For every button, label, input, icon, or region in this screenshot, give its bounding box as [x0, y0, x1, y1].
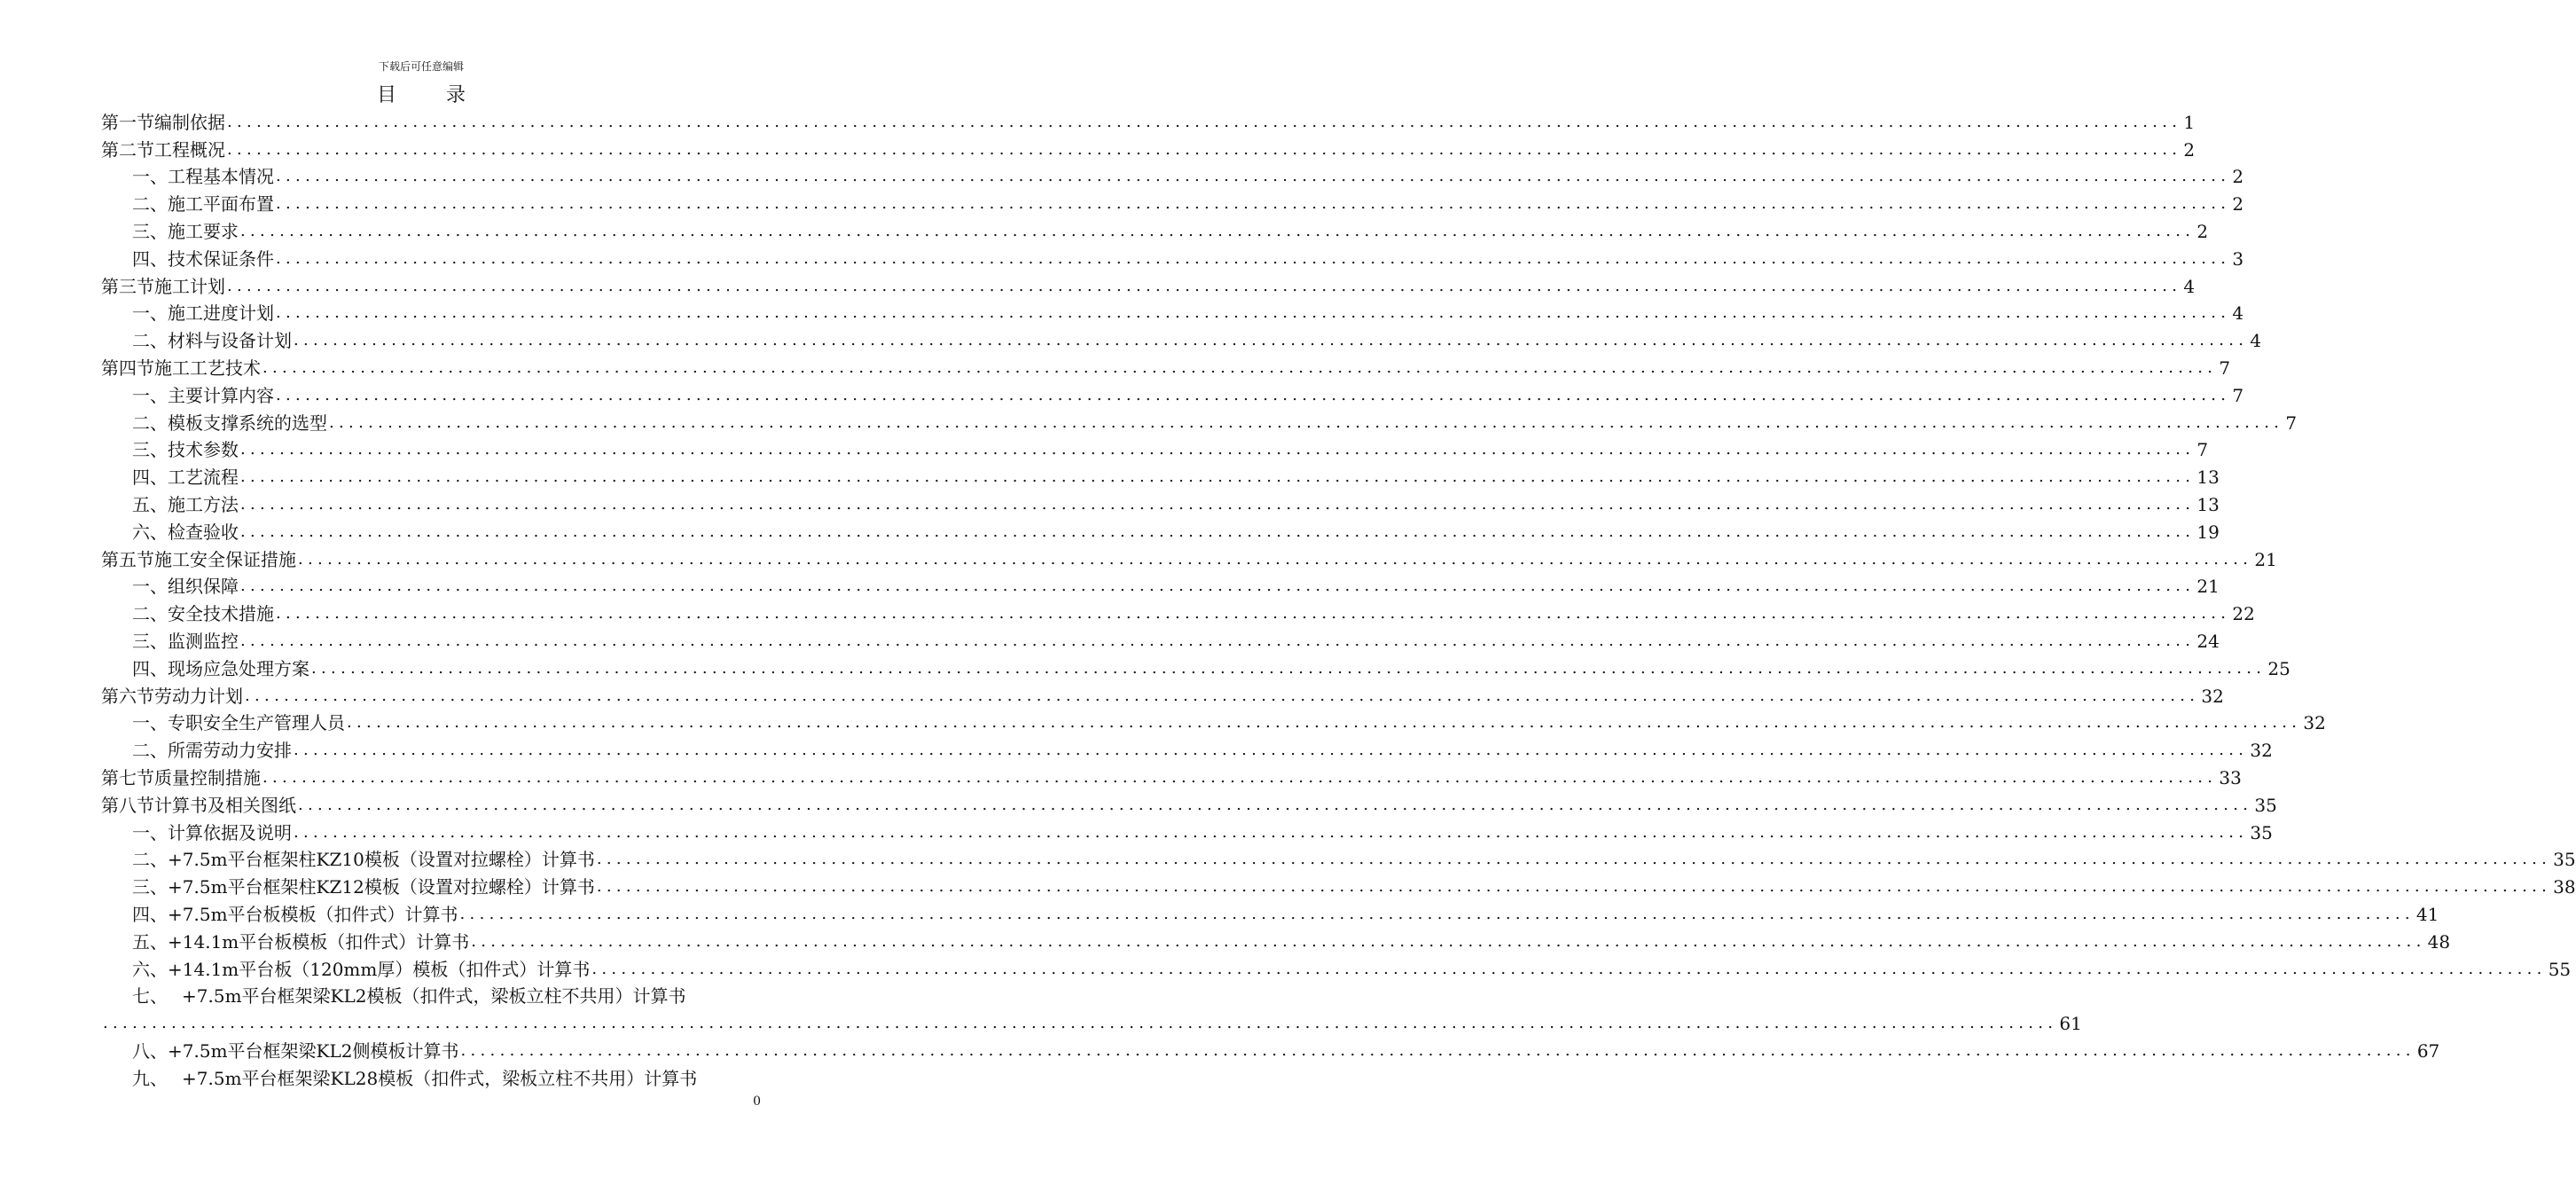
toc-entry-number: 第五节	[101, 548, 154, 570]
toc-entry-number: 九、	[132, 1067, 168, 1089]
page-number: 0	[753, 1094, 761, 1109]
toc-entry[interactable]	[101, 489, 2220, 516]
toc-entry-title: 所需劳动力安排	[168, 740, 292, 762]
toc-entry[interactable]	[101, 407, 2298, 435]
toc-title-right: 录	[446, 84, 466, 106]
toc-entry-title: 施工工艺技术	[154, 357, 261, 379]
toc-entry-number: 二、	[132, 740, 168, 762]
toc-entry-title: +14.1m平台板模板（扣件式）计算书	[168, 930, 470, 953]
toc-leader-dots: ........................................................................................................................................................................................................	[276, 248, 2231, 268]
toc-leader-dots: ........................................................................................................................................................................................................	[311, 658, 2267, 678]
toc-leader-dots: ........................................................................................................................................................................................................	[596, 877, 2552, 897]
toc-entry-page: 2	[2232, 166, 2244, 188]
toc-entry-page: 32	[2201, 685, 2224, 707]
toc-entry-number: 三、	[132, 630, 168, 652]
toc-entry[interactable]	[101, 981, 762, 1008]
toc-entry-title: +7.5m平台框架梁KL28模板（扣件式，梁板立柱不共用）计算书	[182, 1067, 698, 1089]
toc-leader-dots: ........................................................................................................................................................................................................	[596, 850, 2552, 869]
toc-entry-number: 第四节	[101, 357, 154, 379]
toc-entry-page: 2	[2232, 193, 2244, 216]
toc-entry-title: +7.5m平台框架梁KL2模板（扣件式，梁板立柱不共用）计算书	[182, 985, 686, 1008]
toc-entry-page: 22	[2232, 603, 2255, 625]
toc-leader-dots: ........................................................................................................................................................................................................	[276, 604, 2231, 623]
toc-entry-title: +7.5m平台板模板（扣件式）计算书	[168, 903, 458, 925]
toc-entry-title: +7.5m平台框架柱KZ10模板（设置对拉螺栓）计算书	[168, 849, 595, 871]
toc-entry[interactable]	[101, 134, 2196, 161]
toc-leader-dots: ........................................................................................................................................................................................................	[245, 686, 2200, 705]
toc-leader-dots: ........................................................................................................................................................................................................	[460, 1040, 2415, 1060]
toc-entry-number: 三、	[132, 220, 168, 242]
toc-entry-title: 计算依据及说明	[168, 821, 292, 843]
page-header: 下载后可任意编辑	[378, 60, 464, 73]
toc-entry[interactable]	[101, 380, 2244, 407]
toc-entry-number: 三、	[132, 876, 168, 898]
toc-entry-page: 35	[2553, 849, 2576, 871]
toc-leader-dots: ........................................................................................................................................................................................................	[347, 713, 2302, 733]
toc-entry[interactable]	[101, 734, 2273, 762]
toc-entry-page: 24	[2196, 630, 2220, 652]
toc-entry-title: 技术保证条件	[168, 247, 274, 270]
toc-entry[interactable]	[101, 516, 2220, 544]
toc-entry-page: 21	[2254, 548, 2277, 570]
toc-entry-number: 一、	[132, 821, 168, 843]
toc-entry[interactable]	[101, 461, 2220, 489]
toc-entry[interactable]	[101, 1035, 2440, 1063]
toc-entry-title: 施工进度计划	[168, 302, 274, 325]
toc-entry-page: 25	[2267, 657, 2290, 679]
toc-entry[interactable]	[101, 571, 2220, 599]
toc-entry-page: 4	[2232, 302, 2244, 325]
table-of-contents	[101, 106, 2576, 1090]
toc-entry-number: 四、	[132, 467, 168, 489]
toc-entry[interactable]	[101, 708, 2326, 735]
toc-entry-number: 五、	[132, 493, 168, 515]
toc-leader-dots: ........................................................................................................................................................................................................	[276, 303, 2231, 323]
toc-entry-page: 2	[2183, 138, 2196, 161]
toc-entry[interactable]	[101, 271, 2196, 298]
toc-entry-number: 七、	[132, 985, 168, 1008]
toc-entry-title: 计算书及相关图纸	[154, 794, 296, 816]
toc-entry-number: 二、	[132, 849, 168, 871]
toc-entry-number: 第八节	[101, 794, 154, 816]
toc-leader-dots: ........................................................................................................................................................................................................	[276, 194, 2231, 214]
toc-leader-dots: ........................................................................................................................................................................................................	[240, 440, 2196, 459]
toc-entry-page: 55	[2548, 958, 2572, 980]
toc-leader-dots: ........................................................................................................................................................................................................	[471, 931, 2426, 951]
toc-entry[interactable]	[101, 544, 2277, 571]
toc-entry-title: 劳动力计划	[154, 685, 243, 707]
toc-entry-title: 工程概况	[154, 138, 225, 161]
toc-entry[interactable]	[101, 680, 2224, 708]
toc-entry-title: 材料与设备计划	[168, 330, 292, 352]
toc-entry-title: 施工安全保证措施	[154, 548, 296, 570]
toc-entry-page: 2	[2196, 220, 2209, 242]
toc-entry-page: 32	[2303, 712, 2326, 734]
toc-leader-dots: ........................................................................................................................................................................................................	[591, 959, 2547, 978]
toc-leader-dots: ........................................................................................................................................................................................................	[294, 822, 2249, 842]
toc-entry-number: 第三节	[101, 275, 154, 297]
toc-entry-number: 六、	[132, 958, 168, 980]
toc-entry-title: 监测监控	[168, 630, 239, 652]
toc-leader-dots: ........................................................................................................................................................................................................	[294, 331, 2249, 350]
toc-entry-number: 四、	[132, 247, 168, 270]
toc-entry-title: 工艺流程	[168, 467, 239, 489]
toc-entry-number: 二、	[132, 603, 168, 625]
toc-leader-dots: ........................................................................................................................................................................................................	[240, 631, 2196, 650]
toc-entry-page: 3	[2232, 247, 2244, 270]
toc-entry[interactable]	[101, 161, 2244, 189]
toc-entry-page: 35	[2254, 794, 2277, 816]
toc-entry[interactable]	[101, 352, 2231, 380]
toc-title	[0, 80, 842, 107]
toc-entry-page: 67	[2416, 1039, 2440, 1062]
toc-leader-dots: ........................................................................................................................................................................................................	[262, 767, 2218, 787]
toc-entry-title: 专职安全生产管理人员	[168, 712, 345, 734]
toc-entry[interactable]	[101, 898, 2439, 926]
toc-entry[interactable]	[101, 298, 2244, 325]
toc-entry-number: 第一节	[101, 111, 154, 133]
toc-leader-dots: ........................................................................................................................................................................................................	[240, 522, 2196, 541]
toc-entry-number: 第七节	[101, 766, 154, 788]
toc-entry[interactable]	[101, 844, 2576, 872]
toc-leader-dots: ........................................................................................................................................................................................................	[298, 549, 2253, 569]
toc-leader-dots: ........................................................................................................................................................................................................	[103, 1014, 2058, 1033]
toc-entry-number: 一、	[132, 302, 168, 325]
toc-entry[interactable]	[101, 953, 2572, 981]
toc-entry-page: 7	[2285, 412, 2298, 434]
toc-entry-page: 41	[2415, 903, 2439, 925]
toc-leader-dots: ........................................................................................................................................................................................................	[227, 276, 2182, 295]
toc-entry-title: +14.1m平台板（120mm厚）模板（扣件式）计算书	[168, 958, 591, 980]
toc-entry-title: 组织保障	[168, 576, 239, 598]
toc-entry-title: 施工方法	[168, 493, 239, 515]
toc-leader-dots: ........................................................................................................................................................................................................	[262, 357, 2218, 377]
toc-entry-title: 安全技术措施	[168, 603, 274, 625]
toc-entry-page: 13	[2196, 467, 2220, 489]
toc-entry[interactable]	[101, 325, 2262, 352]
toc-entry-number: 五、	[132, 930, 168, 953]
toc-entry[interactable]	[101, 625, 2220, 653]
toc-entry-page: 33	[2219, 766, 2242, 788]
toc-leader-dots: ........................................................................................................................................................................................................	[240, 467, 2196, 487]
toc-entry-number: 六、	[132, 521, 168, 543]
toc-entry-title: 模板支撑系统的选型	[168, 412, 327, 434]
toc-entry-page: 7	[2219, 357, 2231, 379]
toc-entry-page: 19	[2196, 521, 2220, 543]
toc-entry-title: 编制依据	[154, 111, 225, 133]
toc-leader-dots: ........................................................................................................................................................................................................	[459, 904, 2415, 923]
toc-leader-dots: ........................................................................................................................................................................................................	[276, 385, 2231, 404]
toc-entry-number: 一、	[132, 712, 168, 734]
toc-leader-dots: ........................................................................................................................................................................................................	[227, 112, 2182, 131]
toc-entry[interactable]	[101, 1063, 762, 1090]
toc-entry-number: 三、	[132, 439, 168, 461]
toc-entry-page: 38	[2553, 876, 2576, 898]
toc-entry[interactable]	[101, 817, 2273, 844]
toc-entry[interactable]	[101, 926, 2451, 953]
toc-title-left: 目	[376, 84, 396, 106]
toc-entry-page: 1	[2183, 111, 2196, 133]
toc-leader-dots: ........................................................................................................................................................................................................	[227, 139, 2182, 159]
toc-entry[interactable]	[101, 1008, 2082, 1035]
toc-entry-title: 现场应急处理方案	[168, 657, 309, 679]
toc-entry-page: 4	[2250, 330, 2262, 352]
toc-leader-dots: ........................................................................................................................................................................................................	[329, 412, 2284, 432]
toc-entry-page: 48	[2427, 930, 2451, 953]
toc-entry-title: 施工平面布置	[168, 193, 274, 216]
toc-entry[interactable]	[101, 762, 2242, 789]
toc-entry-page: 13	[2196, 493, 2220, 515]
toc-entry-title: 施工计划	[154, 275, 225, 297]
toc-entry-title: 检查验收	[168, 521, 239, 543]
toc-entry[interactable]	[101, 871, 2576, 898]
toc-entry[interactable]	[101, 188, 2244, 216]
toc-entry[interactable]	[101, 789, 2277, 817]
toc-entry-page: 61	[2059, 1013, 2082, 1035]
toc-entry-number: 四、	[132, 657, 168, 679]
toc-entry-number: 第二节	[101, 138, 154, 161]
toc-entry-page: 4	[2183, 275, 2196, 297]
toc-entry-number: 四、	[132, 903, 168, 925]
toc-leader-dots: ........................................................................................................................................................................................................	[276, 167, 2231, 186]
toc-entry-number: 一、	[132, 384, 168, 406]
toc-entry-title: 技术参数	[168, 439, 239, 461]
toc-entry-page: 32	[2250, 740, 2273, 762]
toc-leader-dots: ........................................................................................................................................................................................................	[240, 576, 2196, 596]
toc-entry[interactable]	[101, 653, 2290, 680]
toc-entry[interactable]	[101, 216, 2209, 243]
toc-entry-title: 质量控制措施	[154, 766, 261, 788]
toc-entry-number: 一、	[132, 166, 168, 188]
toc-entry[interactable]	[101, 106, 2196, 134]
toc-leader-dots: ........................................................................................................................................................................................................	[298, 795, 2253, 814]
toc-entry-title: 主要计算内容	[168, 384, 274, 406]
toc-entry-number: 二、	[132, 412, 168, 434]
toc-entry-title: 工程基本情况	[168, 166, 274, 188]
toc-entry-title: +7.5m平台框架梁KL2侧模板计算书	[168, 1039, 459, 1062]
toc-entry-number: 二、	[132, 193, 168, 216]
toc-entry[interactable]	[101, 243, 2244, 271]
toc-entry[interactable]	[101, 598, 2255, 625]
toc-entry-page: 7	[2232, 384, 2244, 406]
toc-entry-page: 21	[2196, 576, 2220, 598]
toc-entry-page: 35	[2250, 821, 2273, 843]
toc-entry-title: +7.5m平台框架柱KZ12模板（设置对拉螺栓）计算书	[168, 876, 595, 898]
toc-entry-title: 施工要求	[168, 220, 239, 242]
toc-leader-dots: ........................................................................................................................................................................................................	[294, 741, 2249, 760]
toc-entry[interactable]	[101, 435, 2209, 462]
toc-leader-dots: ........................................................................................................................................................................................................	[240, 494, 2196, 514]
toc-leader-dots: ........................................................................................................................................................................................................	[240, 221, 2196, 240]
toc-entry-page: 7	[2196, 439, 2209, 461]
toc-entry-number: 二、	[132, 330, 168, 352]
toc-entry-number: 第六节	[101, 685, 154, 707]
toc-entry-number: 一、	[132, 576, 168, 598]
toc-entry-number: 八、	[132, 1039, 168, 1062]
